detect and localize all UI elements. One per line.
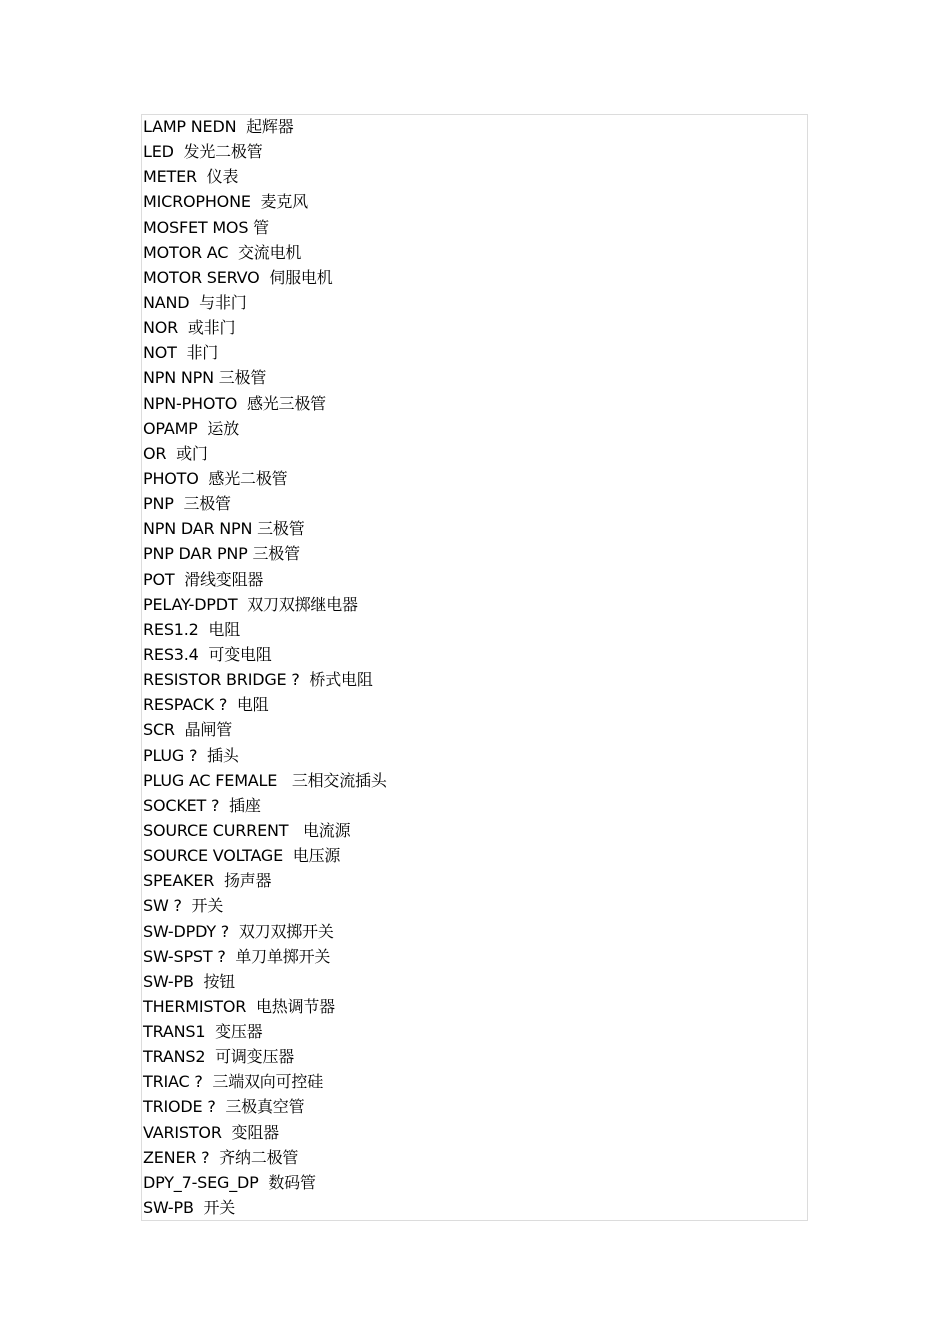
list-item: PELAY-DPDT 双刀双掷继电器 (143, 594, 358, 614)
list-item: PLUG AC FEMALE 三相交流插头 (143, 770, 387, 790)
list-item: DPY_7-SEG_DP 数码管 (143, 1172, 316, 1192)
list-item: NOT 非门 (143, 343, 219, 363)
list-item: SPEAKER 扬声器 (143, 871, 272, 891)
list-item: NOR 或非门 (143, 318, 236, 338)
list-item: SOURCE VOLTAGE 电压源 (143, 846, 341, 866)
list-item: NPN-PHOTO 感光三极管 (143, 393, 326, 413)
list-item: SW-DPDY ? 双刀双掷开关 (143, 921, 334, 941)
list-item: SW-PB 开关 (143, 1198, 236, 1218)
list-item: SW-PB 按钮 (143, 971, 236, 991)
list-item: VARISTOR 变阻器 (143, 1122, 279, 1142)
list-item: RESISTOR BRIDGE ? 桥式电阻 (143, 670, 373, 690)
list-item: MOSFET MOS 管 (143, 217, 269, 237)
list-item: TRIAC ? 三端双向可控硅 (143, 1072, 323, 1092)
list-item: PNP DAR PNP 三极管 (143, 544, 300, 564)
list-item: THERMISTOR 电热调节器 (143, 996, 335, 1016)
list-item: PHOTO 感光二极管 (143, 468, 288, 488)
list-item: TRIODE ? 三极真空管 (143, 1097, 305, 1117)
list-item: NPN DAR NPN 三极管 (143, 519, 305, 539)
list-item: LED 发光二极管 (143, 142, 263, 162)
component-list (143, 114, 387, 1220)
list-item: ZENER ? 齐纳二极管 (143, 1147, 299, 1167)
list-item: OPAMP 运放 (143, 418, 239, 438)
list-item: SOCKET ? 插座 (143, 795, 261, 815)
list-item: SW ? 开关 (143, 896, 224, 916)
list-item: POT 滑线变阻器 (143, 569, 264, 589)
list-item: NAND 与非门 (143, 292, 247, 312)
list-item: MOTOR AC 交流电机 (143, 242, 302, 262)
list-item: MICROPHONE 麦克风 (143, 192, 308, 212)
list-item: LAMP NEDN 起辉器 (143, 117, 294, 136)
list-item: NPN NPN 三极管 (143, 368, 267, 388)
list-item: OR 或门 (143, 443, 208, 463)
list-item: RES1.2 电阻 (143, 619, 241, 639)
list-item: METER 仪表 (143, 167, 239, 187)
list-item: SCR 晶闸管 (143, 720, 233, 740)
list-item: MOTOR SERVO 伺服电机 (143, 267, 333, 287)
list-item: RESPACK ? 电阻 (143, 695, 269, 715)
list-item: PLUG ? 插头 (143, 745, 239, 765)
list-item: TRANS2 可调变压器 (143, 1047, 295, 1067)
list-item: SW-SPST ? 单刀单掷开关 (143, 946, 331, 966)
list-item: SOURCE CURRENT 电流源 (143, 820, 351, 840)
list-item: PNP 三极管 (143, 494, 231, 514)
list-item: TRANS1 变压器 (143, 1022, 263, 1042)
list-item: RES3.4 可变电阻 (143, 644, 272, 664)
